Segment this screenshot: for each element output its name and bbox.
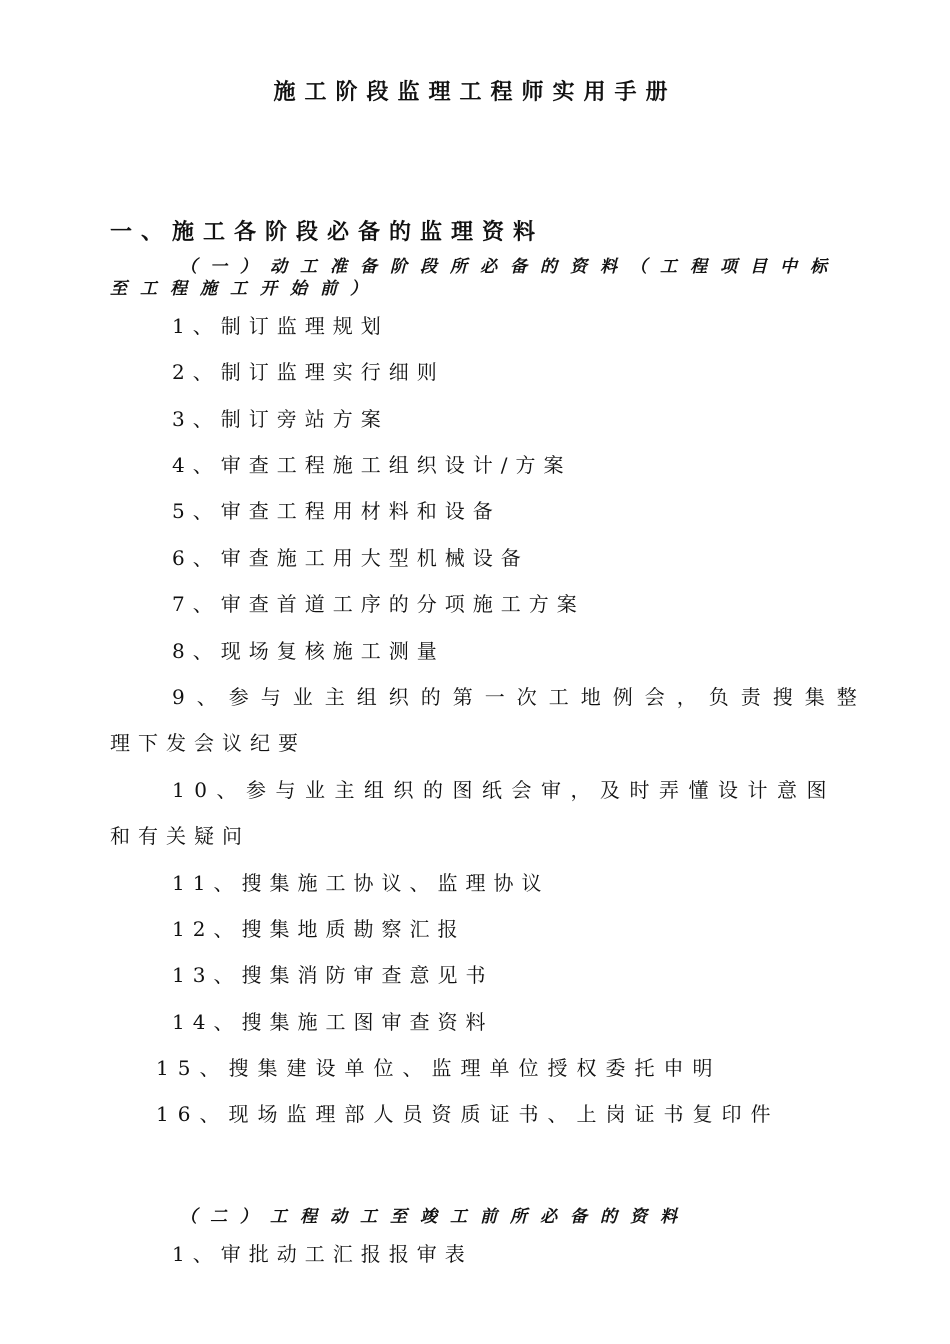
subsection-heading-line: （一）动工准备阶段所必备的资料（工程项目中标 <box>180 257 840 277</box>
list-item: 11、搜集施工协议、监理协议 <box>172 871 550 895</box>
subsection-heading: （二）工程动工至竣工前所必备的资料 <box>180 1207 690 1227</box>
section-heading: 一、施工各阶段必备的监理资料 <box>110 219 545 245</box>
list-item: 4、审查工程施工组织设计/方案 <box>172 453 572 477</box>
list-item: 8、现场复核施工测量 <box>172 639 445 663</box>
subsection-heading-line: 至工程施工开始前） <box>110 279 380 299</box>
list-item: 9、参与业主组织的第一次工地例会，负责搜集整 <box>172 685 869 709</box>
list-item-continuation: 和有关疑问 <box>110 824 250 848</box>
list-item: 2、制订监理实行细则 <box>172 360 445 384</box>
list-item: 6、审查施工用大型机械设备 <box>172 546 529 570</box>
list-item: 12、搜集地质勘察汇报 <box>172 917 466 941</box>
list-item: 15、搜集建设单位、监理单位授权委托申明 <box>156 1056 722 1080</box>
list-item: 14、搜集施工图审查资料 <box>172 1010 494 1034</box>
list-item: 1、审批动工汇报报审表 <box>172 1242 473 1266</box>
list-item: 1、制订监理规划 <box>172 314 389 338</box>
list-item-continuation: 理下发会议纪要 <box>110 731 306 755</box>
list-item: 13、搜集消防审查意见书 <box>172 963 494 987</box>
list-item: 10、参与业主组织的图纸会审，及时弄懂设计意图 <box>172 778 836 802</box>
list-item: 7、审查首道工序的分项施工方案 <box>172 592 585 616</box>
list-item: 3、制订旁站方案 <box>172 407 389 431</box>
list-item: 16、现场监理部人员资质证书、上岗证书复印件 <box>156 1102 780 1126</box>
list-item: 5、审查工程用材料和设备 <box>172 499 501 523</box>
document-title: 施工阶段监理工程师实用手册 <box>273 79 677 105</box>
